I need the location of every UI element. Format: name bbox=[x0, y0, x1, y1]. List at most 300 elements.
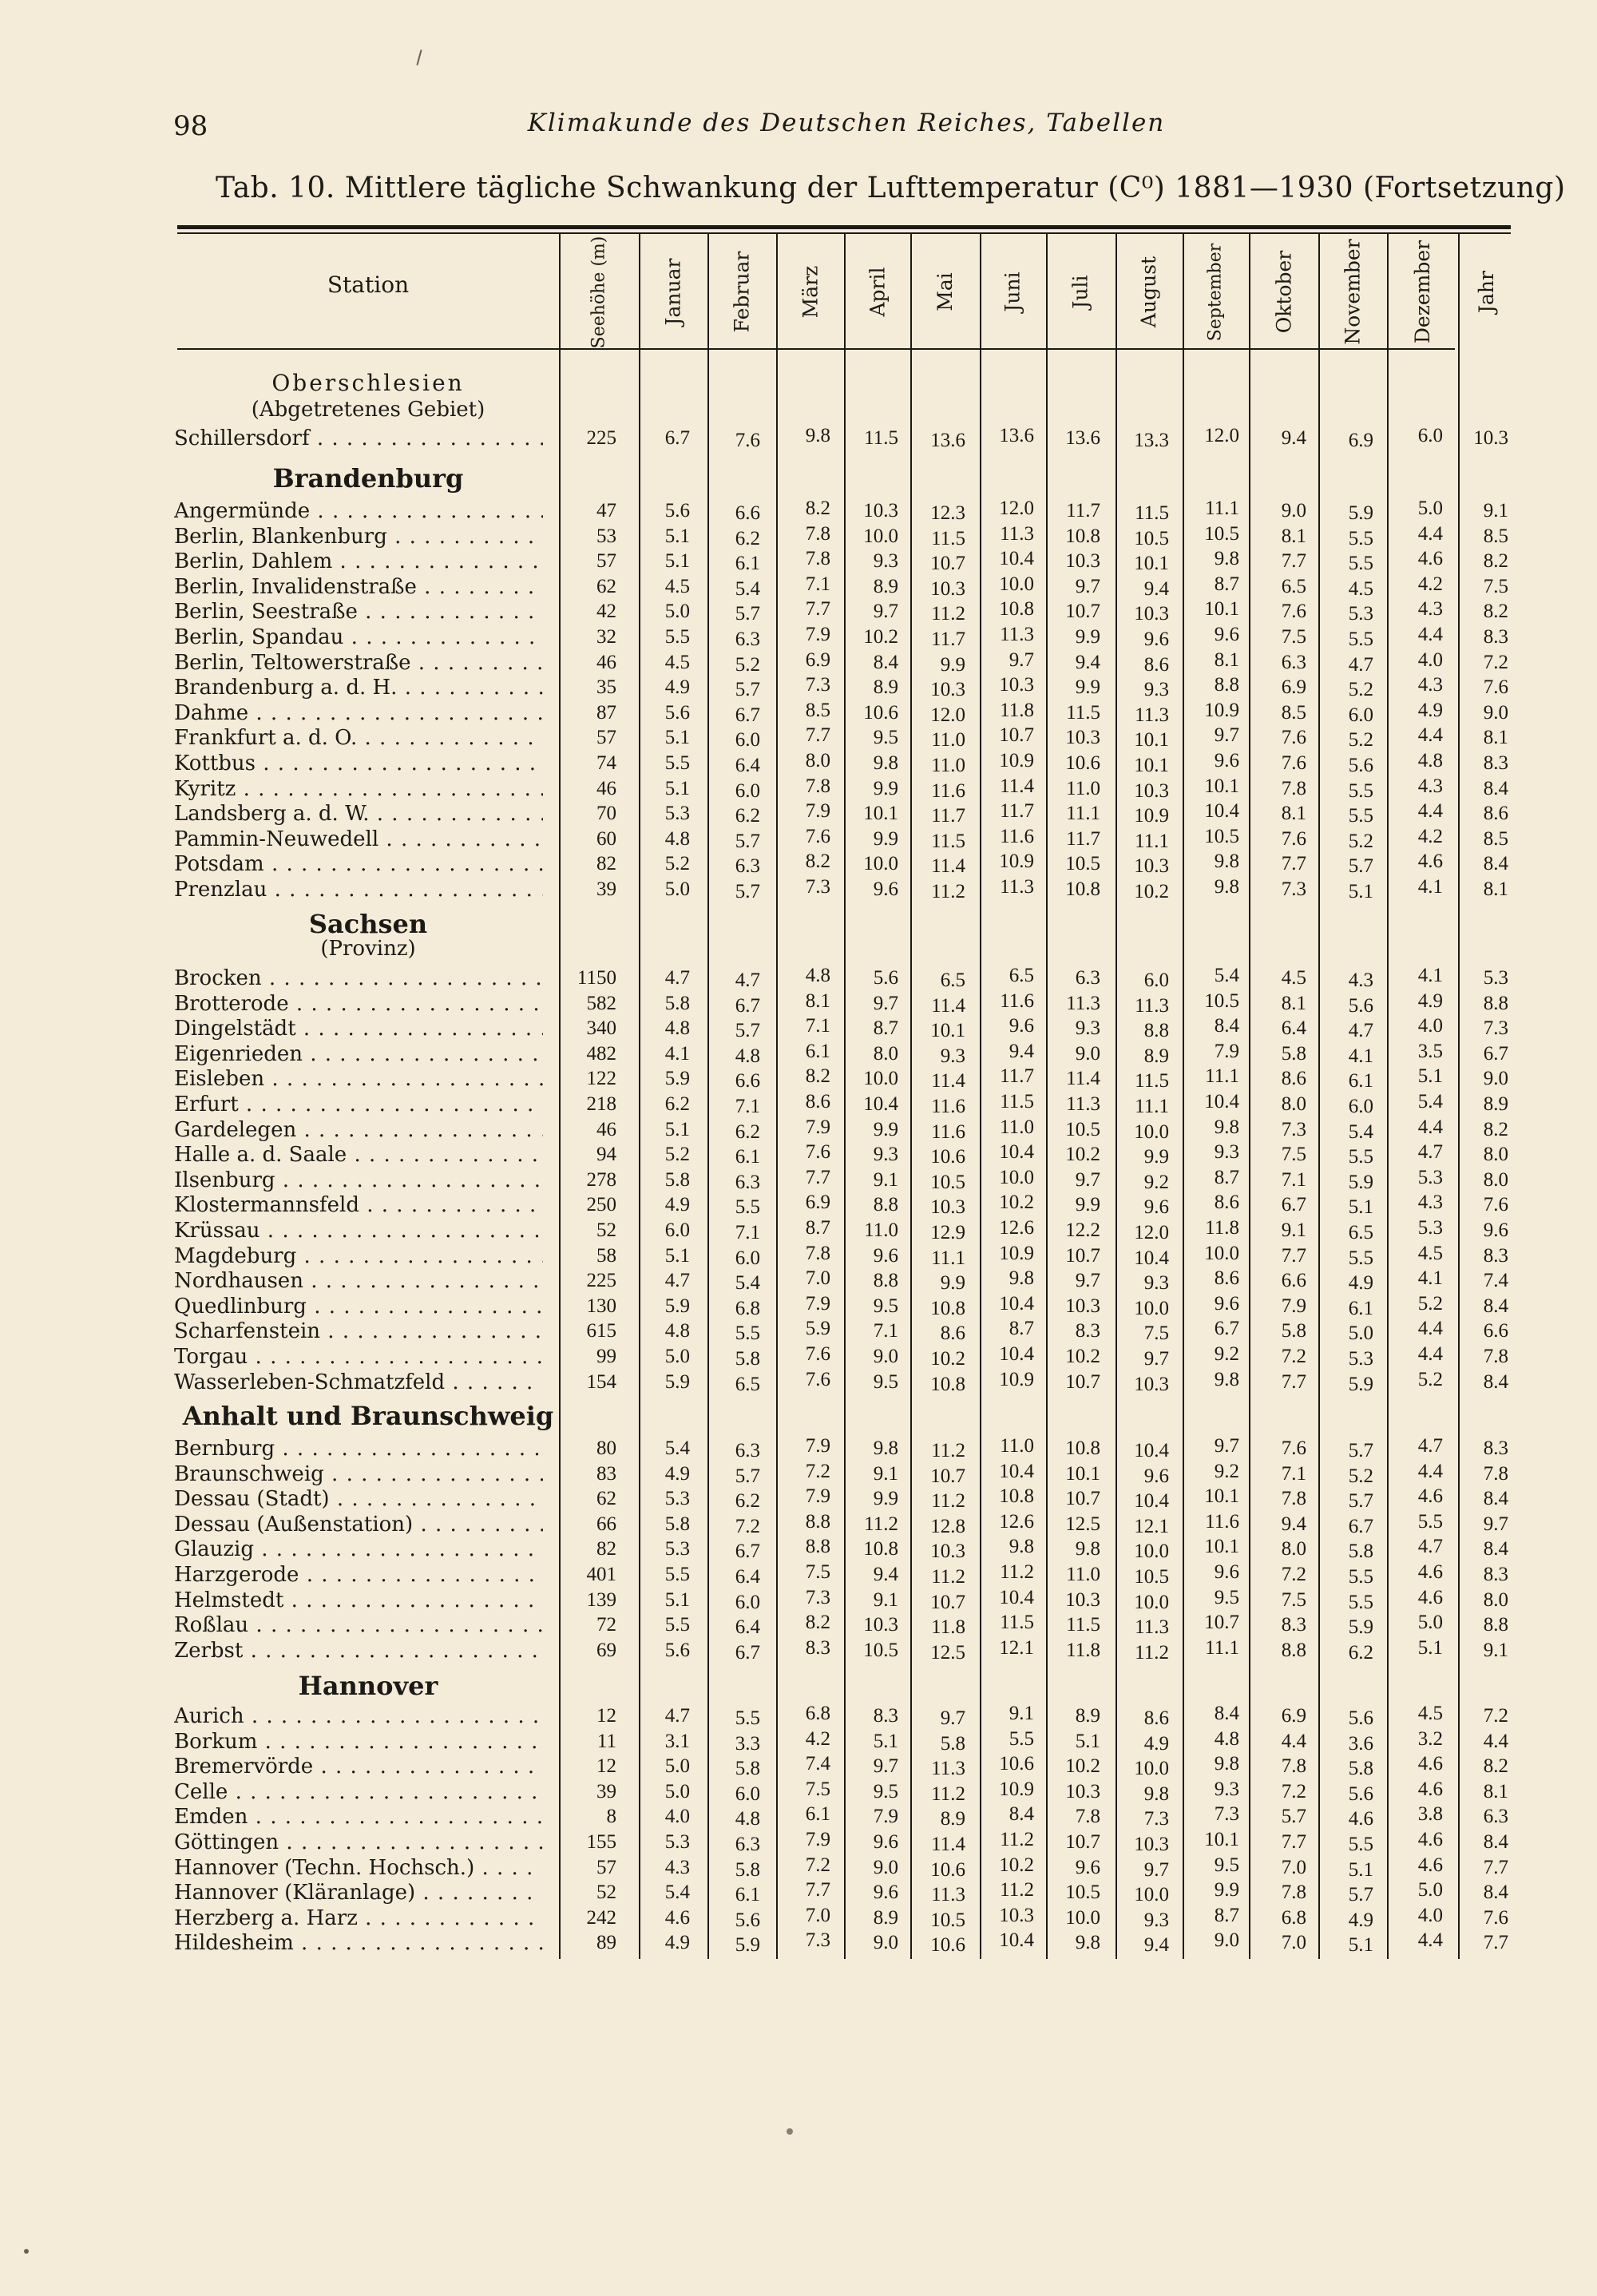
cell-value: 11.3 bbox=[1066, 1093, 1100, 1115]
station-name: Berlin, Seestraße . . . bbox=[174, 599, 543, 625]
cell-value: 10.7 bbox=[1204, 1612, 1239, 1634]
table-row bbox=[0, 1436, 1597, 1461]
station-name: Glauzig . . . bbox=[174, 1537, 543, 1562]
cell-value: 11.4 bbox=[931, 1070, 965, 1092]
station-name: Pammin-Neuwedell . . . bbox=[174, 827, 543, 852]
cell-value: 7.1 bbox=[805, 1015, 830, 1037]
table-row bbox=[0, 1344, 1597, 1370]
cell-value: 11.5 bbox=[1066, 1614, 1100, 1636]
cell-value: 5.5 bbox=[1348, 779, 1373, 802]
cell-value: 7.3 bbox=[1281, 1118, 1306, 1140]
cell-value: 8.7 bbox=[805, 1217, 830, 1239]
cell-value: 5.0 bbox=[664, 1755, 690, 1778]
table-row bbox=[0, 1754, 1597, 1779]
cell-value: 7.6 bbox=[805, 1343, 830, 1365]
cell-value: 4.9 bbox=[664, 676, 690, 699]
page-number: 98 bbox=[173, 110, 208, 142]
cell-value: 8.0 bbox=[873, 1042, 898, 1065]
cell-value: 10.3 bbox=[930, 577, 965, 600]
cell-value: 6.8 bbox=[1281, 1906, 1306, 1929]
cell-value: 11.2 bbox=[864, 1513, 898, 1535]
cell-height: 46 bbox=[596, 1118, 616, 1140]
cell-value: 5.2 bbox=[1348, 830, 1373, 852]
cell-value: 3.2 bbox=[1417, 1727, 1443, 1750]
cell-value: 10.8 bbox=[1065, 525, 1100, 547]
table-row bbox=[0, 574, 1597, 600]
cell-value: 4.8 bbox=[664, 1017, 690, 1040]
cell-value: 10.5 bbox=[1204, 522, 1239, 545]
station-name: Scharfenstein . . . bbox=[174, 1319, 543, 1344]
cell-value: 4.8 bbox=[1417, 750, 1443, 771]
station-name: Frankfurt a. d. O. . . . bbox=[174, 725, 543, 751]
cell-value: 11.1 bbox=[1205, 1065, 1239, 1088]
table-header-rule bbox=[177, 348, 1455, 350]
cell-value: 6.4 bbox=[735, 1616, 760, 1639]
running-title: Klimakunde des Deutschen Reiches, Tabellen bbox=[527, 109, 1166, 137]
cell-value: 7.9 bbox=[805, 1435, 830, 1457]
cell-value: 9.8 bbox=[1214, 851, 1239, 873]
cell-value: 4.2 bbox=[805, 1727, 830, 1750]
cell-value: 10.3 bbox=[930, 679, 965, 701]
cell-value: 5.1 bbox=[1348, 881, 1373, 902]
cell-value: 6.0 bbox=[1348, 1096, 1373, 1117]
table-row bbox=[0, 1218, 1597, 1243]
cell-value: 7.2 bbox=[805, 1854, 830, 1876]
cell-value: 5.9 bbox=[735, 1934, 760, 1957]
table-row bbox=[0, 991, 1597, 1017]
cell-value: 4.4 bbox=[1417, 1929, 1443, 1952]
cell-value: 5.0 bbox=[664, 601, 690, 623]
cell-value: 6.0 bbox=[1348, 704, 1373, 726]
cell-value: 11.2 bbox=[931, 1782, 965, 1805]
cell-value: 6.0 bbox=[1143, 970, 1169, 991]
cell-value: 11.5 bbox=[931, 527, 965, 549]
cell-value: 5.5 bbox=[1348, 553, 1373, 575]
column-header-september: September bbox=[1205, 243, 1226, 341]
cell-value: 7.5 bbox=[1143, 1322, 1169, 1345]
station-name: Prenzlau . . . bbox=[174, 877, 543, 902]
cell-value: 9.6 bbox=[1143, 1196, 1169, 1219]
cell-value: 9.6 bbox=[1214, 1561, 1239, 1583]
column-header-dezember: Dezember bbox=[1411, 240, 1435, 344]
cell-height: 66 bbox=[596, 1513, 616, 1535]
cell-value: 10.3 bbox=[1134, 1834, 1169, 1855]
table-row bbox=[0, 1588, 1597, 1613]
cell-value: 10.3 bbox=[930, 1196, 965, 1219]
table-row bbox=[0, 675, 1597, 700]
cell-value: 6.7 bbox=[664, 427, 690, 449]
cell-value: 8.7 bbox=[873, 1017, 898, 1040]
cell-value: 6.1 bbox=[735, 1146, 760, 1168]
cell-value: 9.7 bbox=[873, 601, 898, 623]
cell-value: 9.1 bbox=[1281, 1219, 1306, 1241]
cell-height: 401 bbox=[586, 1564, 616, 1585]
cell-value: 5.9 bbox=[805, 1318, 830, 1340]
cell-value: 5.6 bbox=[873, 967, 898, 989]
cell-value: 5.7 bbox=[1348, 855, 1373, 878]
cell-value: 11.2 bbox=[1135, 1641, 1169, 1664]
cell-value: 7.4 bbox=[805, 1753, 830, 1775]
cell-value: 6.9 bbox=[805, 1192, 830, 1214]
cell-value: 9.4 bbox=[1143, 1934, 1169, 1957]
cell-value: 4.5 bbox=[664, 575, 690, 597]
cell-value: 6.5 bbox=[735, 1373, 760, 1395]
cell-value: 5.1 bbox=[873, 1730, 898, 1752]
station-name: Aurich . . . bbox=[174, 1703, 543, 1729]
cell-value: 5.3 bbox=[664, 1538, 690, 1560]
cell-value: 6.9 bbox=[1281, 1705, 1306, 1727]
station-name: Herzberg a. Harz . . . bbox=[174, 1905, 543, 1931]
cell-height: 52 bbox=[596, 1882, 616, 1904]
cell-value: 9.9 bbox=[1075, 626, 1100, 648]
cell-value: 10.6 bbox=[863, 701, 898, 724]
cell-value: 7.7 bbox=[1281, 550, 1306, 573]
cell-value: 9.6 bbox=[873, 878, 898, 900]
cell-value: 7.9 bbox=[805, 1292, 830, 1315]
table-row bbox=[0, 1243, 1597, 1269]
cell-value: 7.5 bbox=[1483, 575, 1508, 597]
cell-value: 10.1 bbox=[1134, 729, 1169, 751]
cell-value: 9.8 bbox=[873, 1437, 898, 1459]
cell-value: 9.8 bbox=[1214, 1116, 1239, 1138]
cell-value: 7.6 bbox=[1483, 676, 1508, 699]
cell-value: 10.1 bbox=[863, 803, 898, 825]
cell-value: 6.1 bbox=[1348, 1070, 1373, 1092]
cell-value: 6.1 bbox=[805, 1040, 830, 1062]
cell-value: 11.2 bbox=[931, 881, 965, 902]
cell-value: 11.0 bbox=[1066, 777, 1100, 799]
cell-value: 5.5 bbox=[1348, 805, 1373, 827]
cell-value: 6.2 bbox=[664, 1093, 690, 1115]
cell-value: 6.7 bbox=[1483, 1042, 1508, 1065]
cell-value: 13.6 bbox=[930, 430, 965, 451]
cell-value: 8.4 bbox=[1483, 1295, 1508, 1317]
cell-value: 5.5 bbox=[1348, 1591, 1373, 1613]
cell-value: 10.3 bbox=[1134, 779, 1169, 802]
cell-value: 11.7 bbox=[931, 629, 965, 650]
cell-value: 8.5 bbox=[1483, 525, 1508, 547]
region-heading: Sachsen bbox=[308, 909, 428, 939]
table-row bbox=[0, 549, 1597, 574]
cell-value: 7.4 bbox=[1483, 1270, 1508, 1292]
cell-value: 9.0 bbox=[1214, 1929, 1239, 1952]
cell-value: 10.9 bbox=[999, 851, 1034, 873]
cell-value: 8.8 bbox=[1143, 1020, 1169, 1042]
cell-value: 10.7 bbox=[930, 553, 965, 575]
cell-value: 12.6 bbox=[999, 1217, 1034, 1239]
cell-value: 4.8 bbox=[735, 1045, 760, 1067]
cell-height: 57 bbox=[596, 1856, 616, 1878]
cell-value: 11.4 bbox=[931, 994, 965, 1017]
cell-value: 7.0 bbox=[805, 1267, 830, 1290]
cell-value: 5.7 bbox=[1348, 1884, 1373, 1906]
cell-value: 6.6 bbox=[1281, 1270, 1306, 1292]
cell-value: 10.0 bbox=[863, 1068, 898, 1090]
station-name: Dahme . . . bbox=[174, 700, 543, 726]
table-row bbox=[0, 776, 1597, 802]
cell-value: 10.9 bbox=[1204, 699, 1239, 721]
cell-value: 4.9 bbox=[1348, 1909, 1373, 1931]
station-name: Gardelegen . . . bbox=[174, 1117, 543, 1143]
cell-value: 7.8 bbox=[1483, 1462, 1508, 1485]
cell-value: 10.7 bbox=[999, 724, 1034, 747]
cell-value: 10.4 bbox=[999, 1929, 1034, 1952]
cell-value: 4.3 bbox=[1417, 674, 1443, 696]
cell-value: 4.5 bbox=[664, 651, 690, 673]
cell-value: 4.7 bbox=[664, 1705, 690, 1727]
cell-value: 7.1 bbox=[805, 573, 830, 595]
cell-height: 130 bbox=[586, 1295, 616, 1317]
cell-value: 8.8 bbox=[1214, 674, 1239, 696]
cell-value: 5.1 bbox=[664, 777, 690, 799]
region-heading: Hannover bbox=[298, 1671, 438, 1701]
cell-value: 4.6 bbox=[1417, 1586, 1443, 1608]
cell-value: 11.7 bbox=[1066, 500, 1100, 521]
cell-value: 7.9 bbox=[1214, 1040, 1239, 1062]
cell-value: 9.3 bbox=[940, 1045, 965, 1067]
cell-value: 10.3 bbox=[863, 1614, 898, 1636]
cell-value: 7.9 bbox=[805, 624, 830, 645]
table-row bbox=[0, 877, 1597, 902]
cell-value: 10.0 bbox=[1134, 1758, 1169, 1780]
cell-value: 8.4 bbox=[1483, 1370, 1508, 1393]
station-name: Harzgerode . . . bbox=[174, 1562, 543, 1588]
table-row bbox=[0, 1370, 1597, 1395]
cell-value: 5.5 bbox=[735, 1322, 760, 1345]
cell-value: 11.6 bbox=[931, 779, 965, 802]
cell-value: 8.2 bbox=[1483, 601, 1508, 623]
cell-height: 482 bbox=[586, 1042, 616, 1065]
cell-value: 12.1 bbox=[1134, 1515, 1169, 1537]
cell-value: 5.6 bbox=[664, 500, 690, 521]
cell-value: 3.5 bbox=[1417, 1040, 1443, 1062]
cell-value: 4.6 bbox=[1348, 1808, 1373, 1830]
cell-value: 8.4 bbox=[1483, 1882, 1508, 1904]
cell-value: 10.3 bbox=[1065, 1295, 1100, 1317]
cell-value: 9.5 bbox=[873, 1780, 898, 1802]
table-top-rule bbox=[177, 225, 1511, 229]
cell-value: 4.2 bbox=[1417, 825, 1443, 847]
station-name: Dingelstädt . . . bbox=[174, 1016, 543, 1041]
cell-value: 8.6 bbox=[940, 1322, 965, 1345]
cell-value: 12.9 bbox=[930, 1222, 965, 1243]
station-name: Wasserleben-Schmatzfeld . . . bbox=[174, 1370, 543, 1395]
cell-value: 10.5 bbox=[930, 1171, 965, 1193]
cell-value: 9.2 bbox=[1214, 1460, 1239, 1482]
station-name: Brocken . . . bbox=[174, 966, 543, 991]
cell-value: 4.6 bbox=[1417, 548, 1443, 570]
cell-value: 8.9 bbox=[873, 1906, 898, 1929]
cell-value: 10.8 bbox=[863, 1538, 898, 1560]
cell-value: 9.0 bbox=[873, 1932, 898, 1954]
cell-value: 4.4 bbox=[1483, 1730, 1508, 1752]
cell-value: 6.9 bbox=[805, 648, 830, 671]
cell-value: 5.2 bbox=[735, 653, 760, 676]
cell-value: 12.6 bbox=[999, 1510, 1034, 1533]
cell-value: 4.3 bbox=[664, 1856, 690, 1878]
cell-value: 10.8 bbox=[1065, 878, 1100, 900]
cell-value: 10.3 bbox=[1134, 855, 1169, 878]
cell-value: 10.8 bbox=[999, 598, 1034, 621]
table-row bbox=[0, 1855, 1597, 1881]
cell-value: 7.8 bbox=[805, 775, 830, 797]
cell-value: 11.3 bbox=[1135, 704, 1169, 726]
cell-value: 10.7 bbox=[930, 1591, 965, 1613]
cell-value: 10.5 bbox=[1134, 527, 1169, 549]
cell-value: 11.6 bbox=[931, 1096, 965, 1117]
cell-value: 5.7 bbox=[735, 679, 760, 701]
cell-value: 6.3 bbox=[735, 629, 760, 650]
table-row bbox=[0, 751, 1597, 776]
cell-value: 8.0 bbox=[1281, 1093, 1306, 1115]
cell-value: 11.5 bbox=[1000, 1612, 1034, 1634]
cell-value: 6.4 bbox=[1281, 1017, 1306, 1040]
cell-value: 10.9 bbox=[999, 1368, 1034, 1390]
page-dot bbox=[787, 2128, 793, 2135]
cell-value: 4.3 bbox=[1417, 598, 1443, 621]
column-header-height: Seehöhe (m) bbox=[588, 236, 609, 348]
cell-value: 11.3 bbox=[1000, 522, 1034, 545]
cell-value: 10.9 bbox=[1134, 805, 1169, 827]
cell-value: 9.8 bbox=[1009, 1267, 1034, 1290]
cell-value: 7.6 bbox=[1281, 1437, 1306, 1459]
column-header-station: Station bbox=[327, 272, 410, 298]
cell-value: 10.5 bbox=[1065, 853, 1100, 875]
table-row bbox=[0, 1041, 1597, 1067]
station-name: Eisleben . . . bbox=[174, 1066, 543, 1092]
cell-value: 8.3 bbox=[1483, 1564, 1508, 1585]
station-name: Brotterode . . . bbox=[174, 991, 543, 1017]
cell-value: 5.9 bbox=[664, 1068, 690, 1090]
cell-value: 9.8 bbox=[1075, 1538, 1100, 1560]
cell-height: 80 bbox=[596, 1437, 616, 1459]
table-row bbox=[0, 1486, 1597, 1512]
cell-value: 6.3 bbox=[1075, 967, 1100, 989]
cell-value: 9.7 bbox=[1075, 1270, 1100, 1292]
cell-value: 6.9 bbox=[1348, 430, 1373, 451]
cell-value: 11.2 bbox=[931, 1566, 965, 1588]
cell-value: 8.2 bbox=[1483, 1755, 1508, 1778]
cell-value: 12.0 bbox=[1134, 1222, 1169, 1243]
cell-height: 52 bbox=[596, 1219, 616, 1241]
cell-value: 7.6 bbox=[805, 1368, 830, 1390]
cell-value: 6.0 bbox=[735, 1782, 760, 1805]
cell-value: 9.5 bbox=[1214, 1854, 1239, 1876]
cell-value: 11.3 bbox=[1000, 624, 1034, 645]
cell-value: 8.2 bbox=[805, 1065, 830, 1088]
cell-value: 8.4 bbox=[1483, 777, 1508, 799]
column-header-märz: März bbox=[798, 265, 822, 319]
cell-value: 4.6 bbox=[1417, 1829, 1443, 1850]
cell-value: 8.3 bbox=[1483, 752, 1508, 774]
cell-value: 5.3 bbox=[664, 803, 690, 825]
cell-value: 10.6 bbox=[930, 1934, 965, 1957]
region-subtitle: (Abgetretenes Gebiet) bbox=[251, 398, 485, 422]
cell-value: 9.1 bbox=[1009, 1703, 1034, 1724]
table-row bbox=[0, 426, 1597, 451]
cell-value: 6.0 bbox=[735, 779, 760, 802]
cell-value: 5.2 bbox=[1348, 679, 1373, 701]
cell-value: 9.0 bbox=[1075, 1042, 1100, 1065]
cell-value: 8.3 bbox=[1281, 1614, 1306, 1636]
cell-height: 74 bbox=[596, 752, 616, 774]
cell-value: 9.8 bbox=[805, 425, 830, 446]
cell-value: 11.8 bbox=[931, 1616, 965, 1639]
cell-value: 9.0 bbox=[1483, 701, 1508, 724]
cell-value: 7.0 bbox=[1281, 1932, 1306, 1954]
cell-value: 5.5 bbox=[664, 1614, 690, 1636]
cell-value: 6.5 bbox=[1348, 1222, 1373, 1243]
cell-value: 7.3 bbox=[805, 1586, 830, 1608]
cell-height: 99 bbox=[596, 1346, 616, 1367]
cell-value: 5.4 bbox=[735, 1272, 760, 1295]
cell-value: 8.1 bbox=[1483, 878, 1508, 900]
cell-value: 5.5 bbox=[1348, 1247, 1373, 1269]
table-row bbox=[0, 1612, 1597, 1638]
cell-value: 10.0 bbox=[1204, 1242, 1239, 1264]
cell-value: 10.1 bbox=[1204, 1485, 1239, 1508]
cell-value: 10.7 bbox=[1065, 601, 1100, 623]
cell-value: 5.6 bbox=[664, 701, 690, 724]
cell-value: 9.5 bbox=[1214, 1586, 1239, 1608]
cell-value: 11.0 bbox=[931, 755, 965, 776]
table-row bbox=[0, 725, 1597, 751]
cell-value: 11.2 bbox=[1000, 1829, 1034, 1850]
cell-value: 8.9 bbox=[873, 676, 898, 699]
cell-value: 5.8 bbox=[1281, 1042, 1306, 1065]
cell-value: 10.0 bbox=[999, 1166, 1034, 1188]
cell-value: 11.7 bbox=[1000, 800, 1034, 823]
cell-value: 4.6 bbox=[1417, 1753, 1443, 1775]
cell-value: 7.7 bbox=[1281, 1244, 1306, 1267]
table-row bbox=[0, 1638, 1597, 1664]
table-row bbox=[0, 1092, 1597, 1117]
cell-value: 6.6 bbox=[735, 1070, 760, 1092]
cell-value: 9.8 bbox=[1009, 1536, 1034, 1558]
cell-value: 10.3 bbox=[930, 1541, 965, 1563]
cell-value: 11.8 bbox=[1066, 1639, 1100, 1661]
cell-value: 4.6 bbox=[1417, 1778, 1443, 1800]
cell-value: 7.8 bbox=[1281, 1882, 1306, 1904]
cell-value: 4.4 bbox=[1417, 1343, 1443, 1365]
cell-value: 11.5 bbox=[1066, 701, 1100, 724]
cell-value: 9.0 bbox=[873, 1346, 898, 1367]
cell-value: 11.5 bbox=[1135, 502, 1169, 524]
station-name: Magdeburg . . . bbox=[174, 1243, 543, 1269]
table-row bbox=[0, 1905, 1597, 1931]
cell-value: 5.0 bbox=[1417, 1612, 1443, 1634]
table-row bbox=[0, 1066, 1597, 1092]
cell-value: 9.6 bbox=[1009, 1015, 1034, 1037]
cell-height: 615 bbox=[586, 1320, 616, 1342]
cell-value: 7.2 bbox=[1281, 1346, 1306, 1367]
column-header-januar: Januar bbox=[661, 258, 685, 326]
cell-value: 4.9 bbox=[664, 1194, 690, 1216]
cell-value: 12.5 bbox=[930, 1641, 965, 1664]
cell-value: 10.3 bbox=[999, 674, 1034, 696]
cell-value: 7.5 bbox=[1281, 1588, 1306, 1611]
station-name: Berlin, Dahlem . . . bbox=[174, 549, 543, 574]
cell-value: 5.9 bbox=[664, 1295, 690, 1317]
cell-value: 4.7 bbox=[1417, 1435, 1443, 1457]
cell-value: 11.3 bbox=[931, 1758, 965, 1780]
cell-value: 9.1 bbox=[1483, 1639, 1508, 1661]
station-name: Landsberg a. d. W. . . . bbox=[174, 801, 543, 827]
cell-height: 57 bbox=[596, 550, 616, 573]
cell-value: 10.3 bbox=[1134, 1373, 1169, 1395]
cell-value: 5.6 bbox=[1348, 1782, 1373, 1805]
cell-value: 11.6 bbox=[1205, 1510, 1239, 1533]
